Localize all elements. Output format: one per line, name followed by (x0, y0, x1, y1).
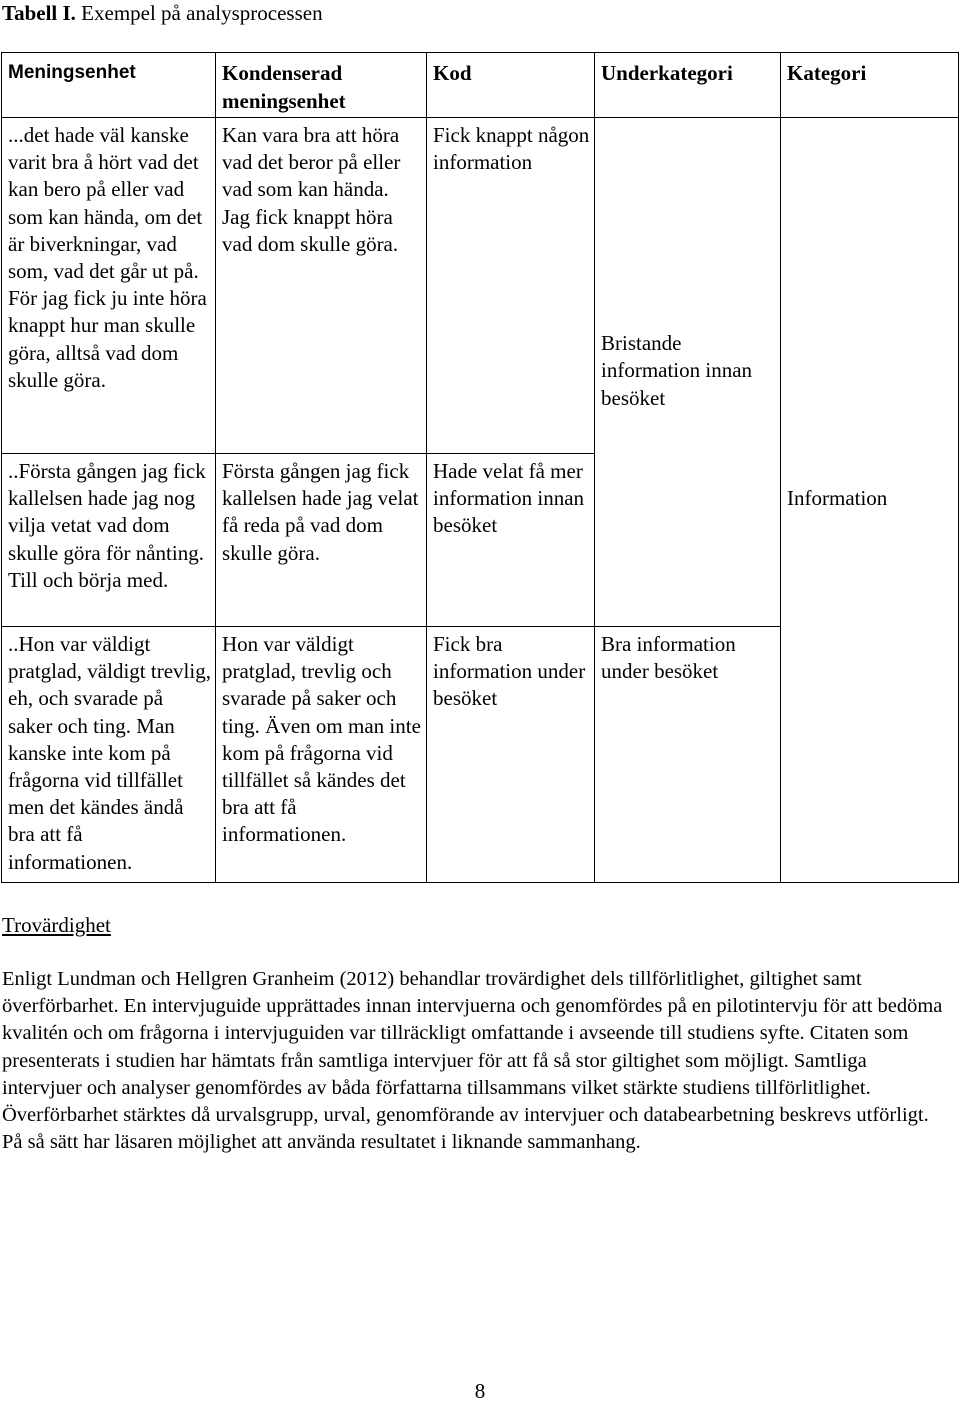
section-heading: Trovärdighet (2, 913, 111, 937)
cell-kondenserad: Första gången jag fick kallelsen hade jag velat få reda på vad dom skulle göra. (216, 454, 427, 627)
cell-kondenserad: Hon var väldigt pratglad, trevlig och svarade på saker och ting. Även om man inte kom på frågorna vid tillfället så kändes det bra att få informationen. (216, 627, 427, 883)
header-underkategori: Underkategori (595, 53, 781, 118)
page-number: 8 (474, 1379, 486, 1403)
table-row (2, 118, 959, 454)
cell-meningsenhet: ..Första gången jag fick kallelsen hade jag nog vilja vetat vad dom skulle göra för nånting. Till och börja med. (2, 454, 216, 627)
table-caption-title: Exempel på analysprocessen (75, 1, 323, 25)
header-kondenserad: Kondenserad meningsenhet (216, 53, 427, 118)
table-caption-label: Tabell I. (2, 1, 76, 25)
cell-kod: Fick knappt någon information (427, 118, 595, 454)
table-header-row (2, 53, 959, 118)
cell-meningsenhet: ...det hade väl kanske varit bra å hört vad det kan bero på eller vad som kan hända, om det är biverkningar, vad som, vad det går ut på. För jag fick ju inte höra knappt hur man skulle göra, alltså vad dom skulle göra. (2, 118, 216, 454)
cell-kod: Fick bra information under besöket (427, 627, 595, 883)
header-meningsenhet: Meningsenhet (2, 53, 216, 118)
cell-meningsenhet: ..Hon var väldigt pratglad, väldigt trevlig, eh, och svarade på saker och ting. Man kanske inte kom på frågorna vid tillfället men det kändes ändå bra att få informationen. (2, 627, 216, 883)
cell-kod: Hade velat få mer information innan besöket (427, 454, 595, 627)
analysis-table (1, 52, 959, 883)
header-kod: Kod (427, 53, 595, 118)
cell-underkategori-bristande: Bristande information innan besöket (595, 118, 781, 627)
cell-kondenserad: Kan vara bra att höra vad det beror på eller vad som kan hända. Jag fick knappt höra vad dom skulle göra. (216, 118, 427, 454)
header-kategori: Kategori (781, 53, 959, 118)
body-paragraph: Enligt Lundman och Hellgren Granheim (2012) behandlar trovärdighet dels tillförlitlighet, giltighet samt överförbarhet. En intervjuguide upprättades innan intervjuerna och genomfördes på en pilotintervju för att bedöma kvalitén och om frågorna i intervjuguiden var tillräckligt omfattande i avseende till studiens syfte. Citaten som presenterats i studien har hämtats från samtliga intervjuer för att få så stor giltighet som möjligt. Samtliga intervjuer och analyser genomfördes av båda författarna tillsammans vilket stärkte studiens tillförlitlighet. Överförbarhet stärktes då urvalsgrupp, urval, genomförande av intervjuer och databearbetning beskrevs utförligt. På så sätt har läsaren möjlighet att använda resultatet i liknande sammanhang. (2, 968, 943, 1154)
table-caption (2, 0, 323, 26)
cell-kategori: Information (781, 118, 959, 883)
cell-underkategori-bra: Bra information under besöket (595, 627, 781, 883)
